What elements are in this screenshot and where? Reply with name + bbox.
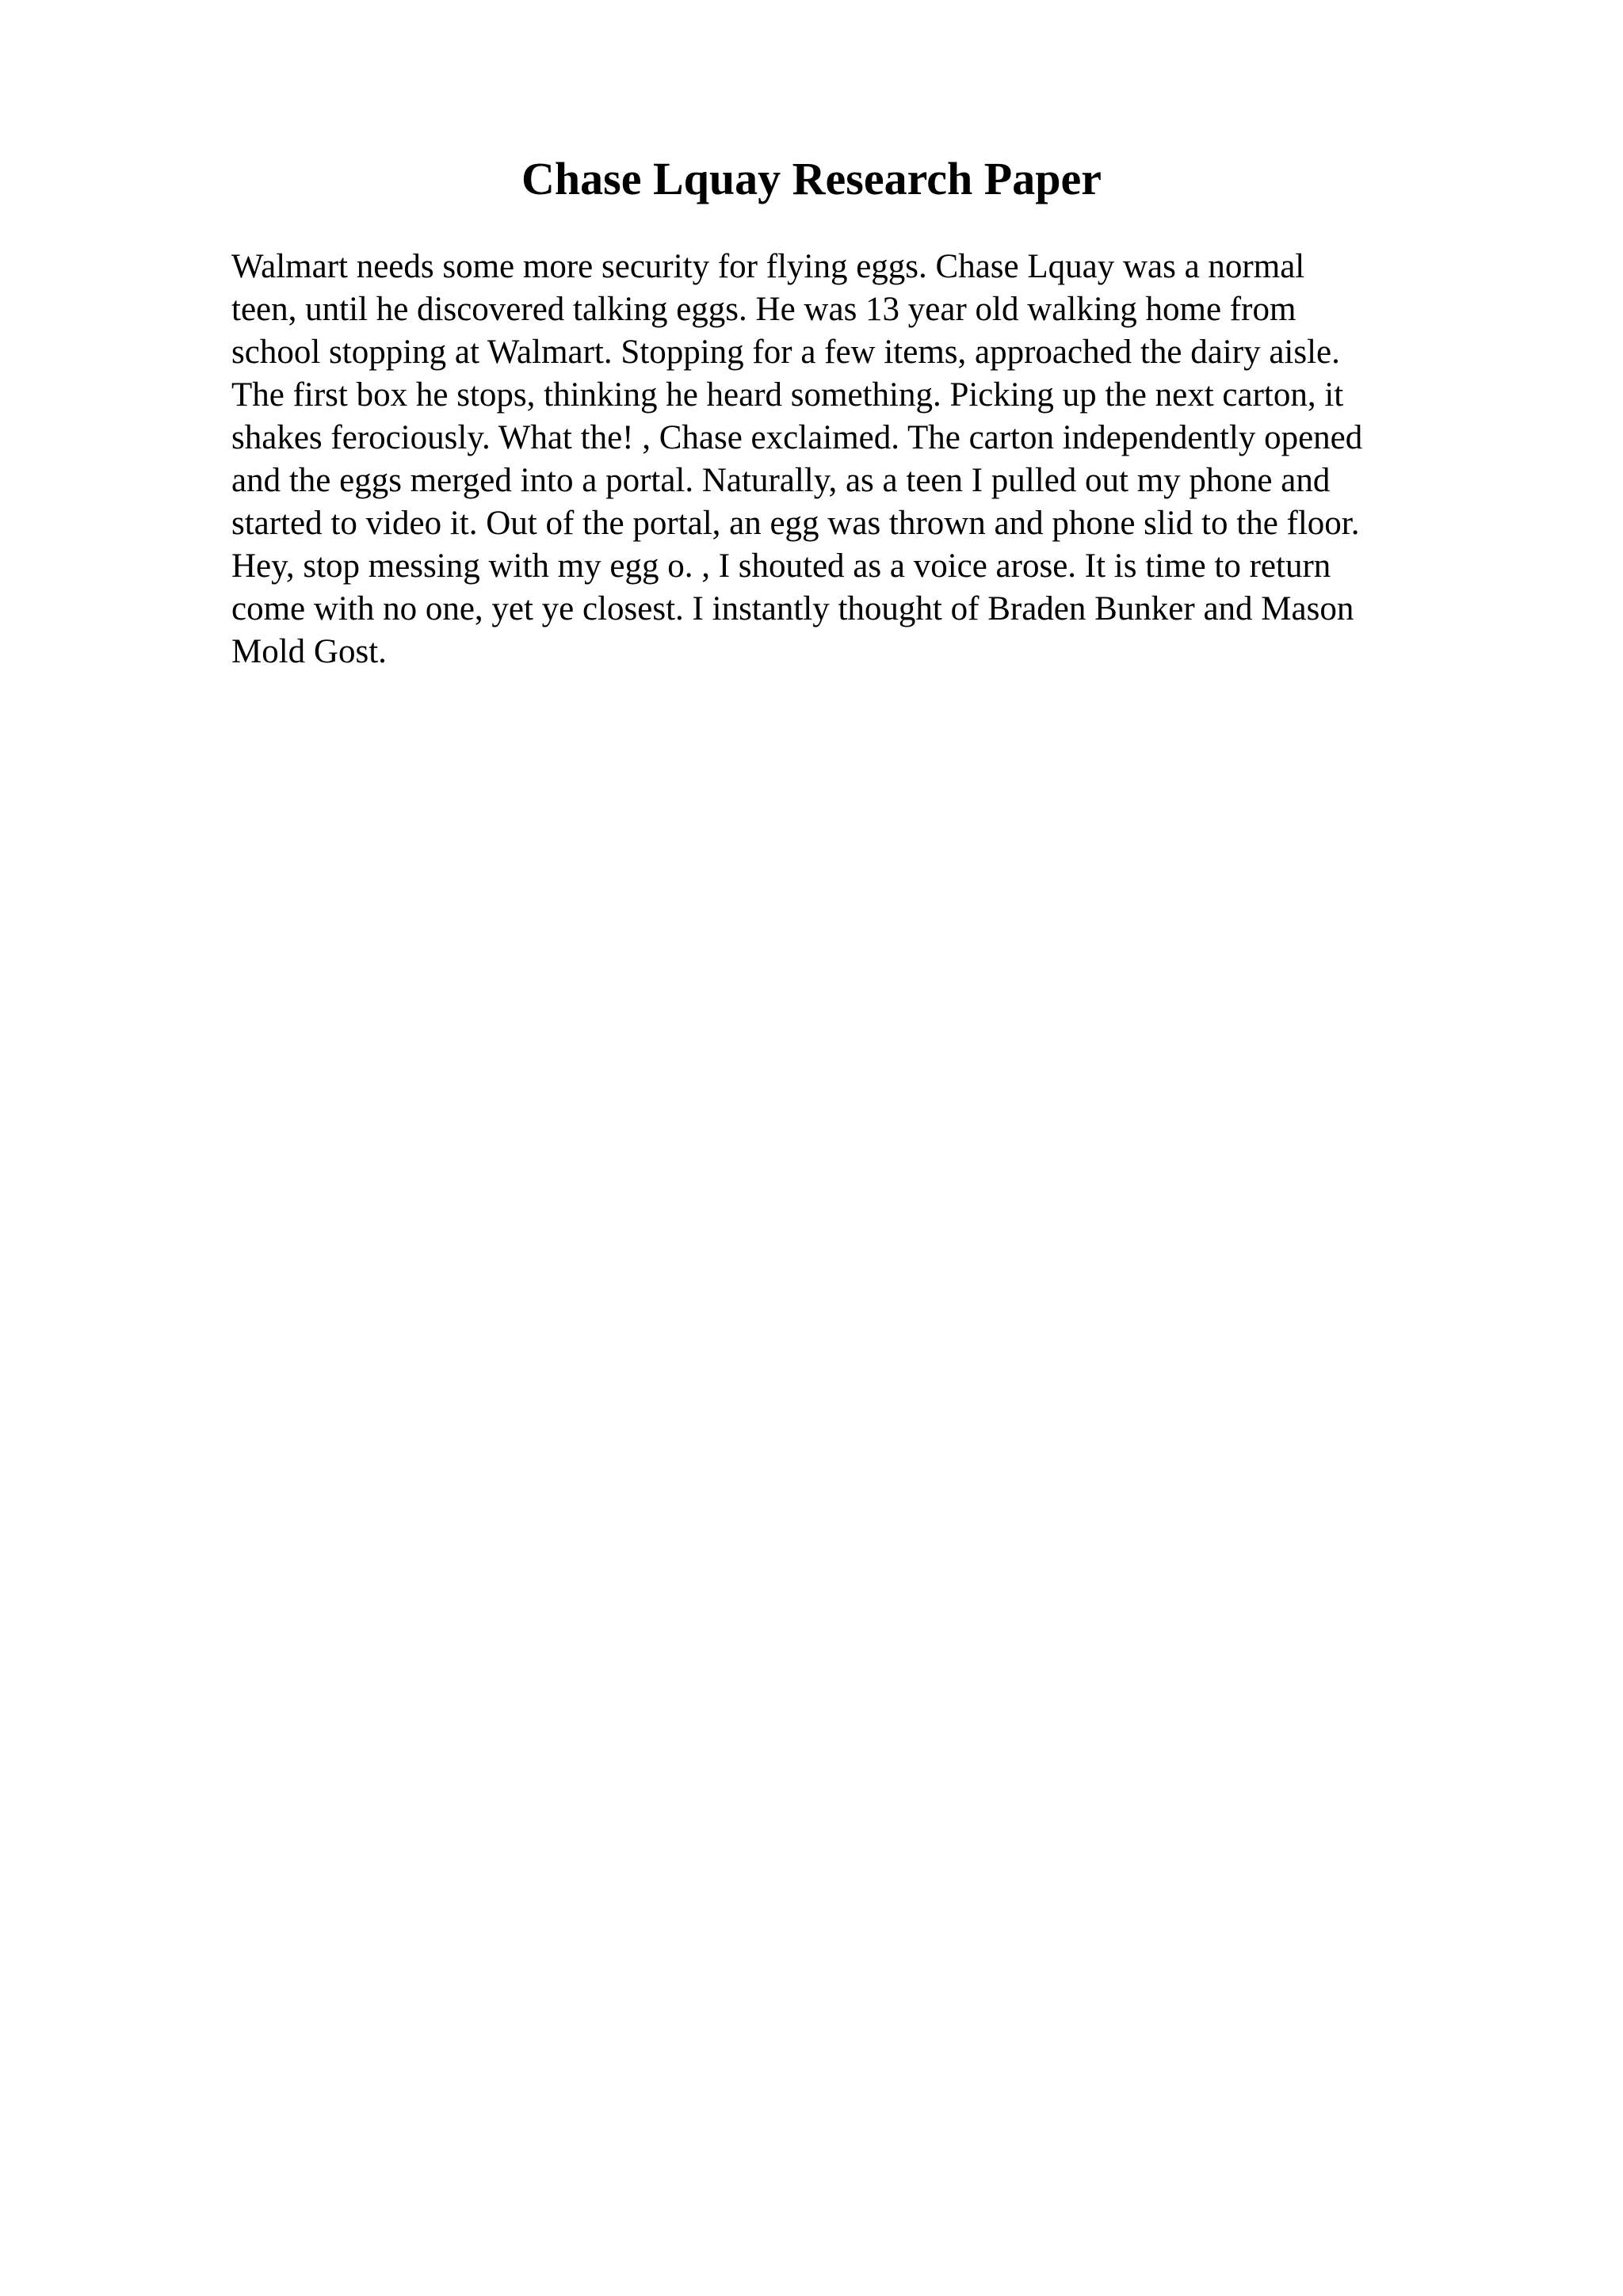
paragraph-line: school stopping at Walmart. Stopping for a few items, approached the dairy aisle. — [231, 334, 1340, 371]
body-paragraph — [231, 246, 1468, 673]
paragraph-line: Walmart needs some more security for flying eggs. Chase Lquay was a normal — [231, 248, 1305, 285]
paragraph-line: Mold Gost. — [231, 633, 387, 670]
paragraph-line: started to video it. Out of the portal, an egg was thrown and phone slid to the floor. — [231, 505, 1360, 542]
paragraph-line: Hey, stop messing with my egg o. , I shouted as a voice arose. It is time to return — [231, 547, 1331, 585]
paragraph-line: The first box he stops, thinking he heard something. Picking up the next carton, it — [231, 376, 1344, 414]
document-title: Chase Lquay Research Paper — [521, 153, 1102, 204]
paragraph-line: and the eggs merged into a portal. Naturally, as a teen I pulled out my phone and — [231, 462, 1331, 499]
paragraph-line: teen, until he discovered talking eggs. He was 13 year old walking home from — [231, 291, 1296, 328]
paragraph-line: come with no one, yet ye closest. I instantly thought of Braden Bunker and Mason — [231, 590, 1354, 627]
paragraph-line: shakes ferociously. What the! , Chase exclaimed. The carton independently opened — [231, 419, 1363, 456]
